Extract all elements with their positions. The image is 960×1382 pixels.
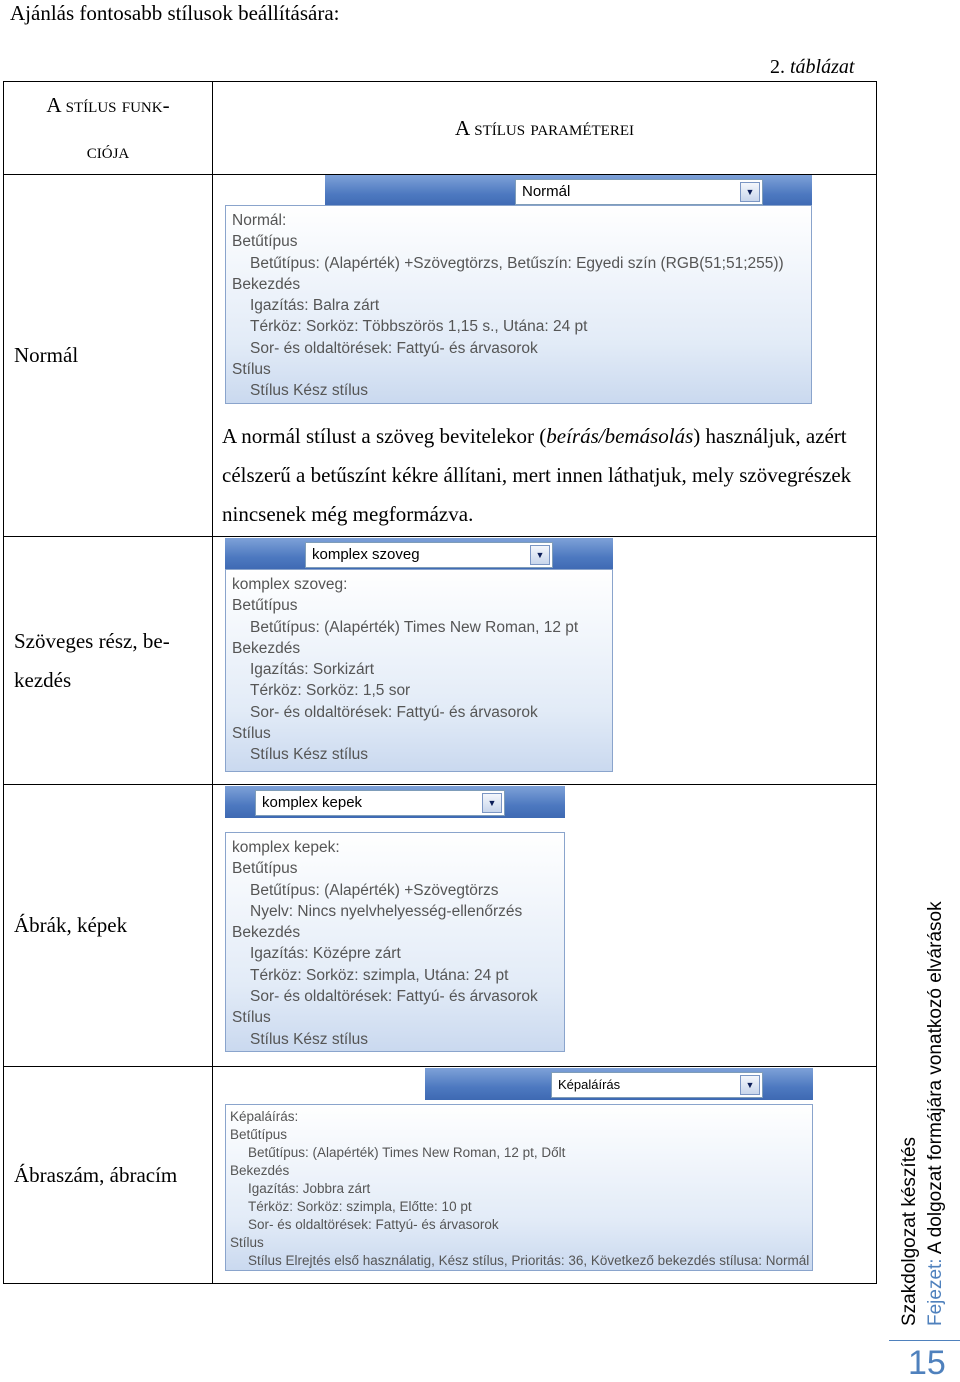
tip-line: Igazítás: Jobbra zárt (248, 1181, 371, 1196)
tip-line: Igazítás: Balra zárt (250, 297, 380, 315)
tip-line: Betűtípus: (Alapérték) Times New Roman, 12 pt, Dőlt (248, 1145, 566, 1160)
style-combo-label: Normál (522, 183, 571, 200)
table-row (4, 1067, 877, 1284)
caption-label: táblázat (790, 56, 855, 78)
tip-line: Térköz: Sorköz: Többszörös 1,15 s., Utána: 24 pt (250, 318, 588, 336)
style-combo-label: komplex kepek (262, 794, 363, 811)
row-label-text (4, 537, 213, 785)
tip-line: Térköz: Sorköz: szimpla, Utána: 24 pt (250, 966, 509, 984)
style-tooltip-captions (225, 1104, 813, 1271)
tip-line: Betűtípus: (Alapérték) +Szövegtörzs (250, 881, 499, 899)
style-screenshot-normal (225, 175, 812, 404)
header-function-line2: ciója (86, 139, 130, 163)
row-label-line1: Szöveges rész, be- (14, 628, 170, 653)
table-caption (770, 56, 854, 79)
dropdown-arrow-icon: ▼ (530, 545, 550, 565)
tip-line: Betűtípus: (Alapérték) Times New Roman, 12 pt (250, 618, 579, 636)
tip-line: Betűtípus (232, 860, 298, 878)
style-screenshot-captions (225, 1068, 813, 1271)
tip-line: Képaláírás: (230, 1109, 299, 1124)
tip-line: Bekezdés (230, 1163, 290, 1178)
tip-line: Stílus (232, 1009, 271, 1027)
row-label-normal: Normál (4, 175, 213, 537)
tip-line: Sor- és oldaltörések: Fattyú- és árvasorok (250, 988, 538, 1006)
tip-line: Igazítás: Sorkizárt (250, 661, 375, 679)
tip-line: Sor- és oldaltörések: Fattyú- és árvasorok (250, 703, 538, 721)
style-combo-label: komplex szoveg (312, 546, 420, 563)
tip-line: Stílus Kész stílus (250, 1030, 369, 1048)
tip-line: Bekezdés (232, 924, 301, 942)
style-tooltip-normal (225, 205, 812, 404)
row-label-captions: Ábraszám, ábracím (4, 1067, 213, 1284)
page-number: 15 (908, 1344, 946, 1382)
tip-line: Betűtípus (232, 233, 298, 251)
row-params-normal (213, 175, 877, 537)
tip-line: Igazítás: Középre zárt (250, 945, 401, 963)
dropdown-arrow-icon: ▼ (740, 182, 760, 202)
tip-line: Sor- és oldaltörések: Fattyú- és árvasorok (250, 339, 538, 357)
table-row (4, 785, 877, 1067)
tip-line: Sor- és oldaltörések: Fattyú- és árvasorok (248, 1217, 499, 1232)
table-row (4, 537, 877, 785)
header-function (4, 82, 213, 175)
footer-divider (889, 1340, 960, 1341)
tip-line: Stílus Kész stílus (250, 382, 369, 400)
tip-line: Stílus (232, 361, 271, 379)
chapter-title: A dolgozat formájára vonatkozó elvárások (925, 901, 946, 1259)
style-combo-normal (515, 179, 763, 205)
caption-number: 2. (770, 56, 785, 78)
table-header-row (4, 82, 877, 175)
header-function-line1: A stílus funk- (46, 93, 170, 117)
row-label-line2: kezdés (14, 667, 72, 692)
table-row (4, 175, 877, 537)
running-header (897, 886, 949, 1326)
tip-line: Betűtípus (232, 597, 298, 615)
normal-description (222, 417, 862, 534)
tip-line: Térköz: Sorköz: szimpla, Előtte: 10 pt (248, 1199, 472, 1214)
tip-line: Betűtípus: (Alapérték) +Szövegtörzs, Betűszín: Egyedi szín (RGB(51;51;255)) (250, 254, 784, 272)
style-combo-text (305, 542, 553, 568)
tip-line: Stílus Elrejtés első használatig, Kész stílus, Prioritás: 36, Következő bekezdés stílusa: Normál (248, 1253, 810, 1268)
tip-line: komplex kepek: (232, 839, 340, 856)
style-combo-captions (551, 1072, 763, 1098)
tip-line: Térköz: Sorköz: 1,5 sor (250, 682, 411, 700)
intro-text: Ajánlás fontosabb stílusok beállítására: (10, 1, 340, 25)
chapter-prefix: Fejezet: (925, 1258, 946, 1326)
desc-italic: beírás/bemásolás (546, 424, 694, 448)
running-header-chapter (923, 886, 949, 1326)
dropdown-arrow-icon: ▼ (740, 1075, 760, 1095)
tip-line: Nyelv: Nincs nyelvhelyesség-ellenőrzés (250, 902, 523, 920)
row-params-figures (213, 785, 877, 1067)
tip-line: Bekezdés (232, 639, 301, 657)
tip-line: Stílus (230, 1235, 264, 1250)
tip-line: Betűtípus (230, 1127, 288, 1142)
tip-line: komplex szoveg: (232, 576, 348, 593)
tip-line: Normál: (232, 212, 287, 229)
style-tooltip-text (225, 569, 613, 772)
row-label-figures: Ábrák, képek (4, 785, 213, 1067)
style-screenshot-figures (225, 786, 565, 1052)
dropdown-arrow-icon: ▼ (482, 793, 502, 813)
style-tooltip-figures (225, 832, 565, 1052)
tip-line: Stílus Kész stílus (250, 746, 369, 764)
styles-table (3, 81, 877, 1284)
desc-part-a: A normál stílust a szöveg bevitelekor ( (222, 424, 547, 448)
row-params-text (213, 537, 877, 785)
tip-line: Bekezdés (232, 275, 301, 293)
style-combo-label: Képaláírás (558, 1077, 621, 1092)
tip-line: Stílus (232, 725, 271, 743)
header-parameters: A stílus paraméterei (213, 82, 877, 175)
running-header-title: Szakdolgozat készítés (899, 1136, 920, 1326)
style-combo-figures (255, 790, 505, 816)
row-params-captions (213, 1067, 877, 1284)
style-screenshot-text (225, 538, 613, 772)
desc-part-b: ) használjuk, azért célszerű a betűszínt kékre állítani, mert innen láthatjuk, mely szövegrészek nincsenek még megformázva. (222, 424, 852, 526)
